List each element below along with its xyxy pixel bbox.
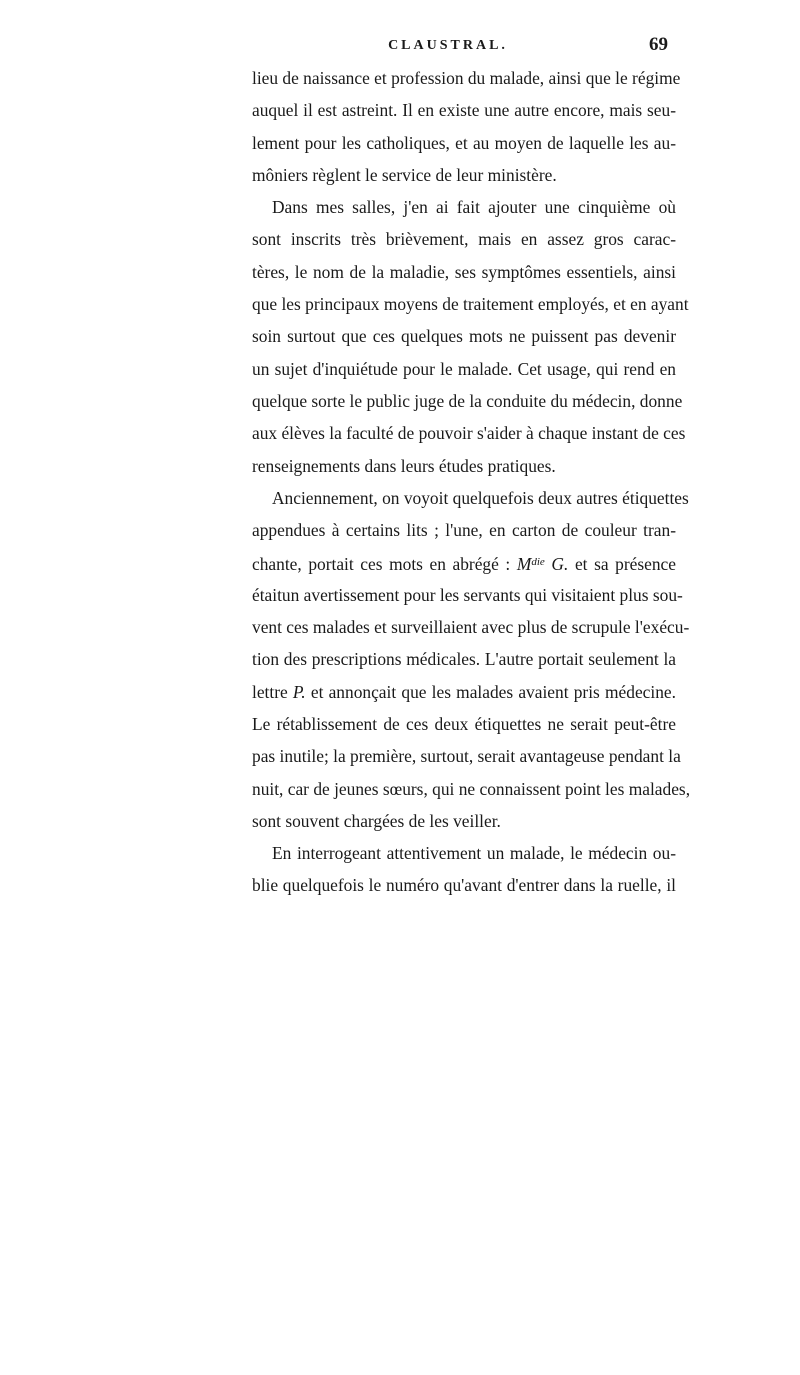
paragraph-start-line: En interrogeant attentivement un malade, le médecin ou-	[272, 843, 676, 864]
text-line: appendues à certains lits ; l'une, en carton de couleur tran-	[252, 520, 676, 541]
body-text	[252, 62, 691, 902]
running-head	[248, 34, 668, 58]
abbreviation-letter: M	[516, 554, 532, 575]
abbreviation-superscript: die	[531, 556, 545, 569]
text-line: renseignements dans leurs études pratiques.	[252, 455, 556, 476]
text-line: un sujet d'inquiétude pour le malade. Cet usage, qui rend en	[252, 358, 676, 379]
text-line: pas inutile; la première, surtout, serait avantageuse pendant la	[252, 746, 681, 767]
text-line: môniers règlent le service de leur ministère.	[252, 164, 557, 185]
text-line: quelque sorte le public juge de la conduite du médecin, donne	[252, 390, 683, 411]
text-line	[252, 676, 676, 708]
text-line: Le rétablissement de ces deux étiquettes ne serait peut-être	[252, 713, 676, 734]
abbreviation	[517, 554, 568, 574]
text-segment: chante, portait ces mots en abrégé :	[252, 554, 511, 575]
text-line: sont souvent chargées de les veiller.	[252, 810, 501, 831]
text-line: vent ces malades et surveillaient avec plus de scrupule l'exécu-	[252, 617, 690, 638]
text-line	[252, 546, 676, 578]
abbreviation-initial: G.	[551, 554, 569, 575]
text-segment: et annonçait que les malades avaient pris médecine.	[310, 681, 676, 702]
paragraph-start-line: Dans mes salles, j'en ai fait ajouter une cinquième où	[272, 197, 676, 218]
text-line: aux élèves la faculté de pouvoir s'aider à chaque instant de ces	[252, 423, 686, 444]
text-line: lieu de naissance et profession du malade, ainsi que le régime	[252, 68, 681, 88]
text-line: auquel il est astreint. Il en existe une autre encore, mais seu-	[252, 100, 676, 121]
text-line: sont inscrits très brièvement, mais en assez gros carac-	[252, 229, 676, 250]
text-line: blie quelquefois le numéro qu'avant d'entrer dans la ruelle, il	[252, 875, 676, 896]
text-line: tion des prescriptions médicales. L'autre portait seulement la	[252, 649, 676, 670]
paragraph-start-line: Anciennement, on voyoit quelquefois deux autres étiquettes	[272, 487, 689, 508]
letter-p: P.	[292, 681, 306, 702]
text-line: soin surtout que ces quelques mots ne puissent pas devenir	[252, 326, 676, 347]
page-number: 69	[649, 34, 668, 55]
running-title: CLAUSTRAL.	[388, 38, 508, 53]
text-line: tères, le nom de la maladie, ses symptômes essentiels, ainsi	[252, 261, 676, 282]
text-line: que les principaux moyens de traitement employés, et en ayant	[252, 294, 689, 315]
text-segment: et sa présence	[574, 554, 676, 575]
text-line: nuit, car de jeunes sœurs, qui ne connaissent point les malades,	[252, 778, 691, 799]
text-segment: lettre	[252, 681, 288, 702]
text-line: lement pour les catholiques, et au moyen de laquelle les au-	[252, 132, 676, 153]
text-line: étaitun avertissement pour les servants qui visitaient plus sou-	[252, 584, 683, 605]
